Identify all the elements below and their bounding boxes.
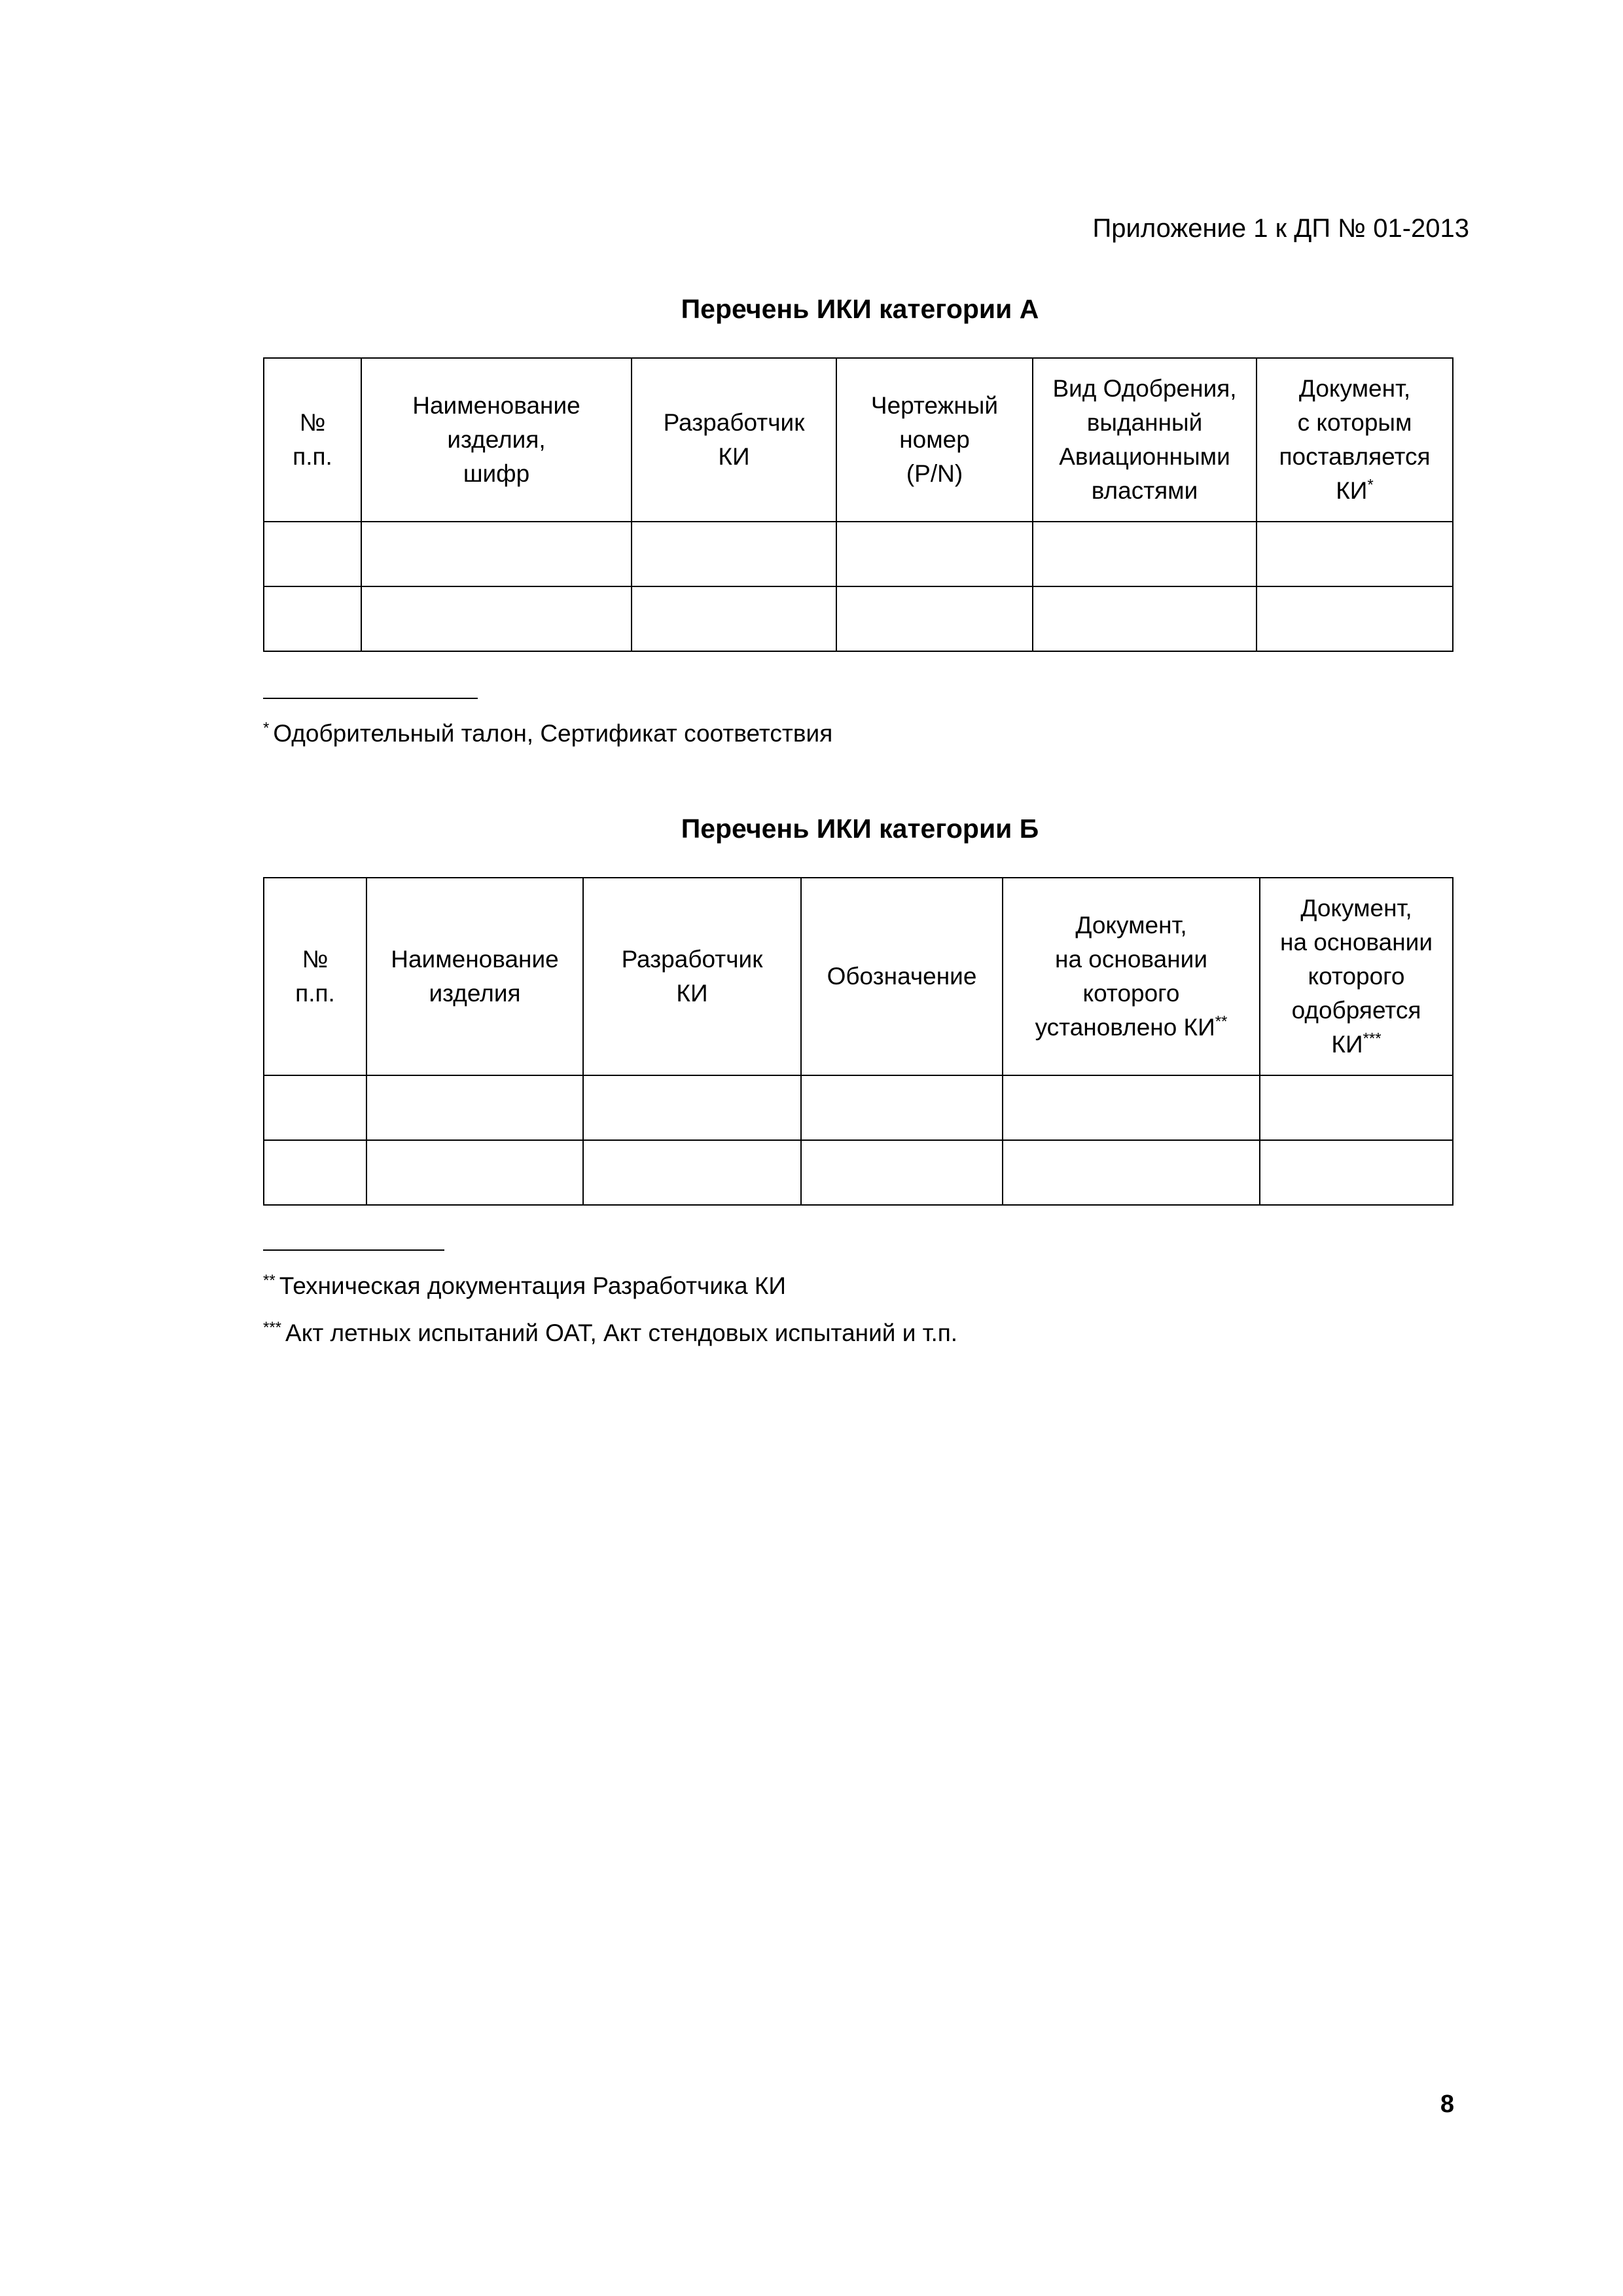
header-developer: Разработчик КИ	[583, 878, 801, 1075]
table-cell	[264, 1075, 366, 1140]
table-b-title: Перечень ИКИ категории Б	[681, 814, 1039, 844]
table-row	[264, 1140, 1453, 1205]
table-cell	[836, 522, 1033, 586]
table-cell	[801, 1140, 1003, 1205]
table-category-a	[263, 357, 1454, 652]
footnote-mark: ***	[1363, 1030, 1382, 1048]
table-cell	[361, 586, 632, 651]
table-cell	[1033, 586, 1257, 651]
table-row	[264, 522, 1453, 586]
header-item-name: Наименование изделия, шифр	[361, 358, 632, 522]
table-row	[264, 586, 1453, 651]
footnote-b2-mark: ***	[263, 1318, 282, 1336]
footnote-mark: **	[1215, 1013, 1228, 1031]
header-item-name: Наименование изделия	[366, 878, 583, 1075]
table-cell	[1003, 1140, 1260, 1205]
table-cell	[1257, 522, 1453, 586]
footnote-b2-text: Акт летных испытаний ОАТ, Акт стендовых испытаний и т.п.	[285, 1319, 958, 1346]
table-cell	[264, 586, 361, 651]
table-cell	[1260, 1075, 1453, 1140]
table-cell	[583, 1075, 801, 1140]
footnote-a-mark: *	[263, 719, 270, 737]
table-cell	[632, 586, 836, 651]
table-header-row	[264, 878, 1453, 1075]
table-cell	[801, 1075, 1003, 1140]
table-header-row	[264, 358, 1453, 522]
footnote-separator	[263, 1249, 444, 1251]
table-cell	[1260, 1140, 1453, 1205]
header-basis-document-label: Документ, на основании которого установлено КИ	[1035, 912, 1215, 1041]
footnote-a	[263, 717, 832, 750]
table-cell	[366, 1140, 583, 1205]
table-cell	[361, 522, 632, 586]
table-cell	[366, 1075, 583, 1140]
header-approval-document	[1260, 878, 1453, 1075]
footnote-b1	[263, 1270, 786, 1302]
header-developer: Разработчик КИ	[632, 358, 836, 522]
header-basis-document	[1003, 878, 1260, 1075]
table-cell	[264, 1140, 366, 1205]
footnote-b1-mark: **	[263, 1271, 276, 1289]
table-cell	[836, 586, 1033, 651]
table-cell	[1003, 1075, 1260, 1140]
page-number: 8	[1440, 2090, 1454, 2118]
table-a-title: Перечень ИКИ категории А	[681, 294, 1039, 324]
header-approval-document-label: Документ, на основании которого одобряется КИ	[1280, 895, 1433, 1058]
table-cell	[264, 522, 361, 586]
footnote-separator	[263, 698, 478, 699]
table-cell	[583, 1140, 801, 1205]
footnote-b2	[263, 1317, 957, 1350]
header-designation: Обозначение	[801, 878, 1003, 1075]
table-cell	[1033, 522, 1257, 586]
header-supply-document	[1257, 358, 1453, 522]
header-number: № п.п.	[264, 878, 366, 1075]
header-number: № п.п.	[264, 358, 361, 522]
header-approval-type: Вид Одобрения, выданный Авиационными властями	[1033, 358, 1257, 522]
header-supply-document-label: Документ, с которым поставляется КИ	[1279, 375, 1431, 504]
table-category-b	[263, 877, 1454, 1206]
header-drawing-number: Чертежный номер (P/N)	[836, 358, 1033, 522]
table-cell	[1257, 586, 1453, 651]
footnote-b1-text: Техническая документация Разработчика КИ	[279, 1272, 786, 1299]
footnote-mark: *	[1367, 476, 1374, 494]
table-cell	[632, 522, 836, 586]
appendix-note: Приложение 1 к ДП № 01-2013	[1092, 214, 1469, 243]
footnote-a-text: Одобрительный талон, Сертификат соответствия	[273, 720, 833, 747]
table-row	[264, 1075, 1453, 1140]
